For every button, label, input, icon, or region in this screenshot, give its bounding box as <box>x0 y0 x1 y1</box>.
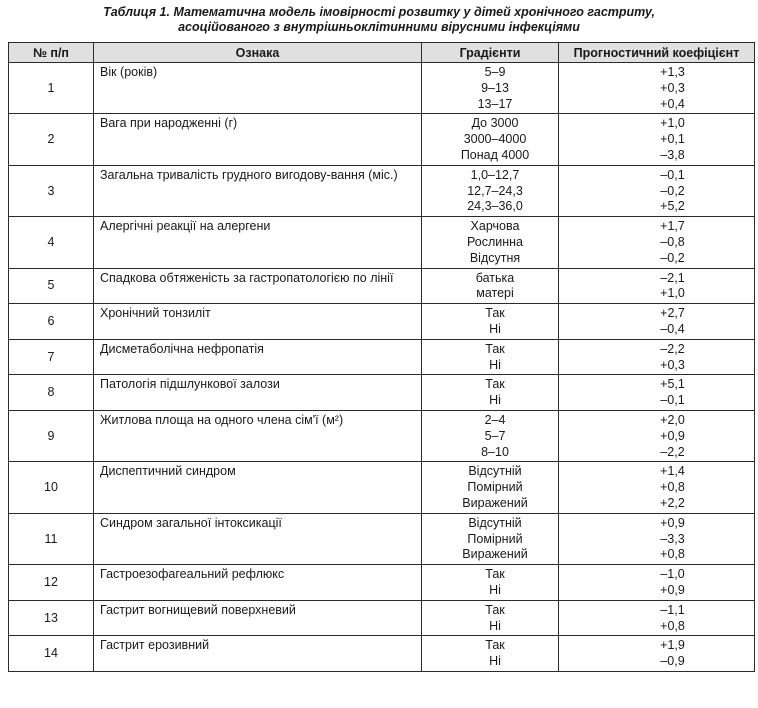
row-gradients <box>422 513 559 564</box>
table-body <box>9 63 755 672</box>
coefficient-value: +0,3 <box>660 80 685 95</box>
coefficient-value: +5,1 <box>660 377 685 392</box>
coefficient-value: +1,7 <box>660 219 685 234</box>
row-number: 7 <box>9 339 94 375</box>
gradient-value: Виражений <box>462 495 528 510</box>
coefficient-value: +0,9 <box>660 582 685 597</box>
gradient-value: Ні <box>489 582 501 597</box>
row-gradients <box>422 304 559 340</box>
gradient-value: Відсутня <box>469 250 521 265</box>
gradient-value: Ні <box>489 357 501 372</box>
feature-label: Хронічний тонзиліт <box>100 306 211 321</box>
row-number: 2 <box>9 114 94 165</box>
row-number: 13 <box>9 600 94 636</box>
row-coefficients <box>559 636 755 672</box>
row-coefficients <box>559 600 755 636</box>
coefficient-value: +2,0 <box>660 412 685 427</box>
gradient-value: батька <box>475 270 515 285</box>
gradient-value: Рослинна <box>466 234 524 249</box>
table-row <box>9 339 755 375</box>
row-gradients <box>422 375 559 411</box>
gradient-value: 13–17 <box>477 96 513 111</box>
row-coefficients <box>559 165 755 216</box>
row-feature <box>94 268 422 304</box>
gradient-value: Виражений <box>462 547 528 562</box>
row-gradients <box>422 268 559 304</box>
row-feature <box>94 217 422 268</box>
coefficient-value: +1,3 <box>660 65 685 79</box>
table-header <box>9 43 755 63</box>
table-row <box>9 600 755 636</box>
row-number: 1 <box>9 63 94 114</box>
feature-label: Алергічні реакції на алергени <box>100 219 271 234</box>
gradient-value: Помірний <box>467 531 523 546</box>
row-number: 12 <box>9 565 94 601</box>
gradient-value: Так <box>485 306 505 321</box>
row-gradients <box>422 217 559 268</box>
feature-label: Вага при народженні (г) <box>100 116 238 131</box>
row-feature <box>94 600 422 636</box>
row-number: 9 <box>9 410 94 461</box>
coefficient-value: –0,4 <box>660 321 685 336</box>
row-feature <box>94 375 422 411</box>
gradient-value: Ні <box>489 321 501 336</box>
coefficient-value: –3,3 <box>660 531 685 546</box>
gradient-value: Відсутній <box>468 464 522 479</box>
row-number: 10 <box>9 462 94 513</box>
gradient-value: 9–13 <box>481 80 509 95</box>
coefficient-value: +0,9 <box>660 428 685 443</box>
gradient-value: Понад 4000 <box>460 147 530 162</box>
feature-label: Вік (років) <box>100 65 158 79</box>
row-feature <box>94 114 422 165</box>
gradient-value: Так <box>485 341 505 356</box>
row-number: 11 <box>9 513 94 564</box>
row-coefficients <box>559 375 755 411</box>
coefficient-value: +0,4 <box>660 96 685 111</box>
coefficient-value: –1,0 <box>660 567 685 582</box>
gradient-value: Помірний <box>467 480 523 495</box>
coefficient-value: –0,1 <box>660 393 685 408</box>
table-row <box>9 114 755 165</box>
row-number: 3 <box>9 165 94 216</box>
row-feature <box>94 565 422 601</box>
row-coefficients <box>559 410 755 461</box>
table-row <box>9 513 755 564</box>
gradient-value: Ні <box>489 654 501 669</box>
row-feature <box>94 462 422 513</box>
row-coefficients <box>559 513 755 564</box>
row-gradients <box>422 636 559 672</box>
table-row <box>9 462 755 513</box>
coefficient-value: +1,9 <box>660 638 685 653</box>
gradient-value: Так <box>485 567 505 582</box>
row-number: 8 <box>9 375 94 411</box>
coefficient-value: +0,1 <box>660 132 685 147</box>
row-coefficients <box>559 339 755 375</box>
coefficient-value: +1,4 <box>660 464 685 479</box>
coefficient-value: –2,2 <box>660 444 685 459</box>
coefficient-value: +0,9 <box>660 515 685 530</box>
caption-line-1: Таблиця 1. Математична модель імовірності розвитку у дітей хронічного гастриту, <box>103 5 655 19</box>
row-feature <box>94 63 422 114</box>
feature-label: Спадкова обтяженість за гастропатологією по лінії <box>100 270 394 285</box>
coefficient-value: –1,1 <box>660 602 685 617</box>
table-row <box>9 165 755 216</box>
coefficient-value: +0,8 <box>660 547 685 562</box>
table-row <box>9 217 755 268</box>
table-row <box>9 565 755 601</box>
row-coefficients <box>559 565 755 601</box>
gradient-value: Так <box>485 638 505 653</box>
gradient-value: До 3000 <box>471 116 519 131</box>
coefficient-value: +0,8 <box>660 480 685 495</box>
table-row <box>9 636 755 672</box>
row-feature <box>94 165 422 216</box>
gradient-value: Ні <box>489 618 501 633</box>
row-coefficients <box>559 304 755 340</box>
feature-label: Загальна тривалість грудного вигодову-вання (міс.) <box>100 167 398 182</box>
feature-label: Синдром загальної інтоксикації <box>100 515 282 530</box>
gradient-value: 1,0–12,7 <box>470 167 520 182</box>
gradient-value: Так <box>485 602 505 617</box>
coefficient-value: –3,8 <box>660 147 685 162</box>
table-row <box>9 410 755 461</box>
row-number: 14 <box>9 636 94 672</box>
coefficient-value: +5,2 <box>660 199 685 214</box>
gradient-value: Харчова <box>470 219 520 234</box>
gradient-value: 24,3–36,0 <box>467 199 523 214</box>
row-coefficients <box>559 268 755 304</box>
header-feature: Ознака <box>94 43 422 63</box>
feature-label: Житлова площа на одного члена сім'ї (м²) <box>100 412 344 427</box>
gradient-value: 3000–4000 <box>463 132 527 147</box>
row-number: 6 <box>9 304 94 340</box>
row-gradients <box>422 165 559 216</box>
coefficient-value: +2,2 <box>660 495 685 510</box>
row-feature <box>94 410 422 461</box>
table-row <box>9 268 755 304</box>
header-gradients: Градієнти <box>422 43 559 63</box>
header-num: № п/п <box>9 43 94 63</box>
table-row <box>9 304 755 340</box>
row-number: 5 <box>9 268 94 304</box>
gradient-value: Відсутній <box>468 515 522 530</box>
row-gradients <box>422 63 559 114</box>
gradient-value: 5–9 <box>484 65 506 79</box>
coefficient-value: –2,1 <box>660 270 685 285</box>
gradient-value: 12,7–24,3 <box>467 183 523 198</box>
row-gradients <box>422 114 559 165</box>
feature-label: Дисметаболічна нефропатія <box>100 341 264 356</box>
prognostic-table <box>8 42 755 672</box>
feature-label: Гастроезофагеальний рефлюкс <box>100 567 285 582</box>
coefficient-value: –0,1 <box>660 167 685 182</box>
gradient-value: 2–4 <box>484 412 506 427</box>
row-coefficients <box>559 217 755 268</box>
feature-label: Диспептичний синдром <box>100 464 236 479</box>
coefficient-value: +1,0 <box>660 286 685 301</box>
row-gradients <box>422 339 559 375</box>
feature-label: Патологія підшлункової залози <box>100 377 280 392</box>
gradient-value: 8–10 <box>481 444 509 459</box>
coefficient-value: –0,2 <box>660 183 685 198</box>
row-coefficients <box>559 462 755 513</box>
feature-label: Гастрит вогнищевий поверхневий <box>100 602 296 617</box>
row-feature <box>94 304 422 340</box>
caption-line-2: асоційованого з внутрішньоклітинними вірусними інфекціями <box>178 20 580 34</box>
coefficient-value: +1,0 <box>660 116 685 131</box>
row-gradients <box>422 410 559 461</box>
header-row <box>9 43 755 63</box>
row-coefficients <box>559 114 755 165</box>
coefficient-value: +2,7 <box>660 306 685 321</box>
row-gradients <box>422 600 559 636</box>
row-feature <box>94 513 422 564</box>
table-row <box>9 375 755 411</box>
row-number: 4 <box>9 217 94 268</box>
coefficient-value: –0,9 <box>660 654 685 669</box>
coefficient-value: –0,2 <box>660 250 685 265</box>
gradient-value: Так <box>485 377 505 392</box>
table-row <box>9 63 755 114</box>
gradient-value: матері <box>476 286 514 301</box>
coefficient-value: +0,8 <box>660 618 685 633</box>
feature-label: Гастрит ерозивний <box>100 638 210 653</box>
coefficient-value: –0,8 <box>660 234 685 249</box>
row-gradients <box>422 462 559 513</box>
header-coef: Прогностичний коефіцієнт <box>559 43 755 63</box>
row-coefficients <box>559 63 755 114</box>
coefficient-value: –2,2 <box>660 341 685 356</box>
row-gradients <box>422 565 559 601</box>
coefficient-value: +0,3 <box>660 357 685 372</box>
row-feature <box>94 339 422 375</box>
row-feature <box>94 636 422 672</box>
gradient-value: 5–7 <box>484 428 506 443</box>
gradient-value: Ні <box>489 393 501 408</box>
table-caption <box>8 5 750 35</box>
